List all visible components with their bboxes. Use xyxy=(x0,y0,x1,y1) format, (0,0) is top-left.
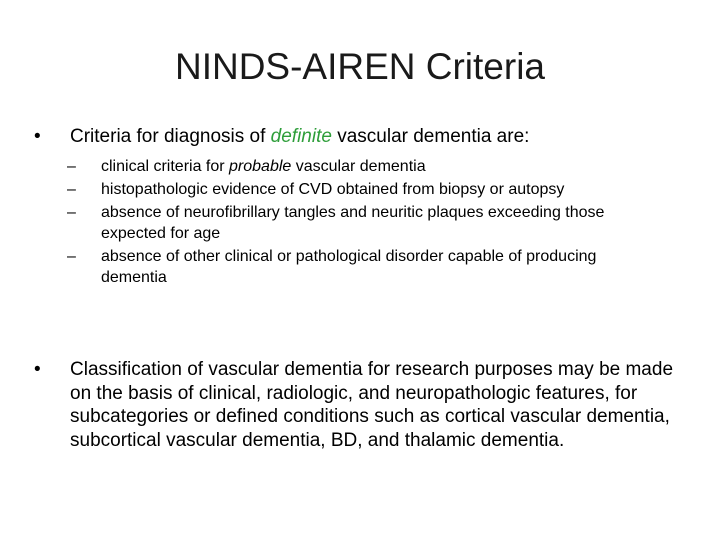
sublist-item-other-disorder xyxy=(67,246,657,288)
emphasis-definite: definite xyxy=(270,126,332,147)
subitem-text-after: vascular dementia xyxy=(291,158,426,175)
emphasis-probable: probable xyxy=(229,158,292,175)
bullet-item-definite-criteria xyxy=(34,125,694,149)
dash-marker: – xyxy=(67,204,76,221)
sublist-item-clinical-criteria xyxy=(67,156,657,177)
subitem-text-before: clinical criteria for xyxy=(101,158,230,175)
bullet-marker: • xyxy=(34,359,41,380)
dash-marker: – xyxy=(67,248,76,265)
bullet-item-classification xyxy=(34,358,684,452)
bullet-marker: • xyxy=(34,126,41,147)
slide-title: NINDS-AIREN Criteria xyxy=(174,46,546,87)
sublist-item-histopathologic xyxy=(67,179,657,200)
subitem-text: absence of neurofibrillary tangles and neuritic plaques exceeding those expected for age xyxy=(101,204,605,242)
bullet-text xyxy=(70,125,694,149)
dash-marker: – xyxy=(67,158,76,175)
criteria-sublist xyxy=(67,156,657,290)
subitem-text: histopathologic evidence of CVD obtained from biopsy or autopsy xyxy=(101,181,565,198)
bullet-text: Classification of vascular dementia for research purposes may be made on the basis of clinical, radiologic, and neuropathologic features, for subcategories or defined conditions such as cortical vascular dementia, subcortical vascular dementia, BD, and thalamic dementia. xyxy=(70,359,674,451)
subitem-text: absence of other clinical or pathological disorder capable of producing dementia xyxy=(101,248,597,286)
bullet-text-before: Criteria for diagnosis of xyxy=(70,126,271,147)
dash-marker: – xyxy=(67,181,76,198)
bullet-text-after: vascular dementia are: xyxy=(331,126,530,147)
sublist-item-tangles-plaques xyxy=(67,202,657,244)
